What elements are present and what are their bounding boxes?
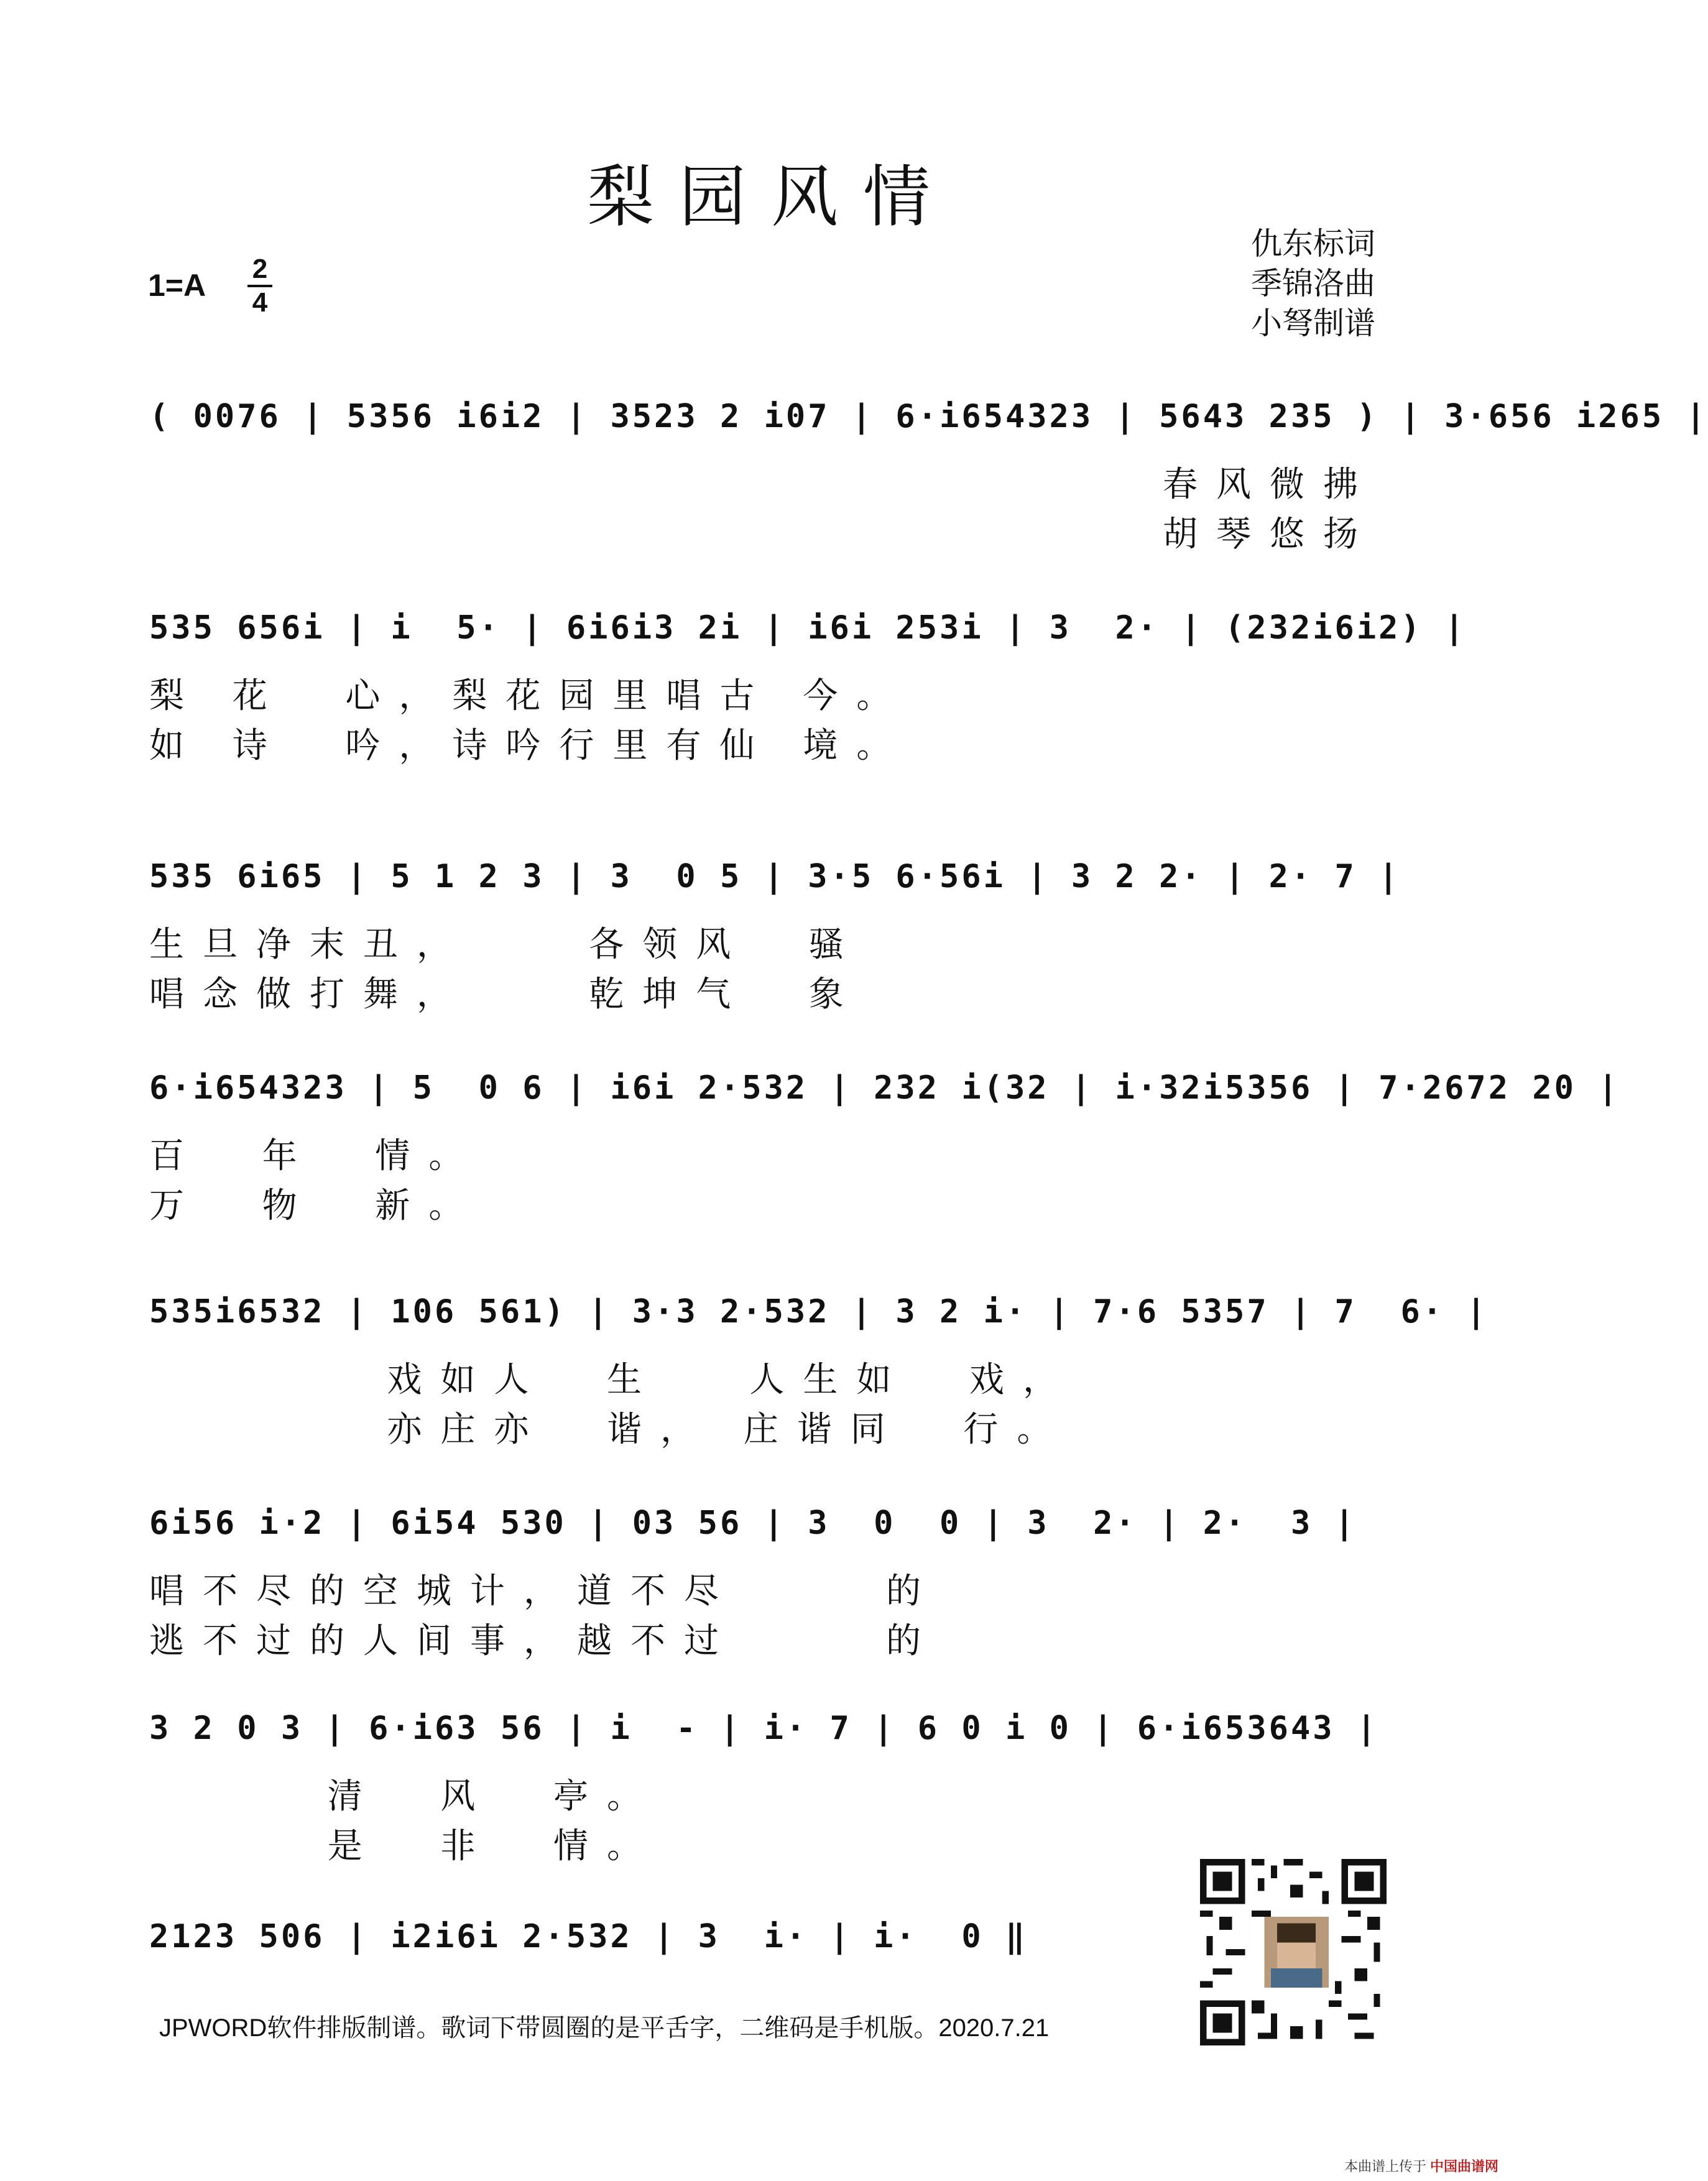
score-system-1 (149, 398, 1708, 555)
lyric-line-2: 如 诗 吟，诗吟行里有仙 境。 (149, 726, 910, 766)
score-system-8 (149, 1918, 1051, 1980)
score-system-6 (149, 1505, 1393, 1666)
notation-line: 3 2 0 3 | 6·i63 56 | i - | i· 7 | 6 0 i 0 | 6·i653643 | (149, 1710, 1379, 1747)
lyric-line-2: 是 非 情。 (149, 1826, 661, 1866)
credits (1251, 224, 1375, 343)
lyric-line-2: 万 物 新。 (149, 1186, 482, 1226)
key-signature: 1=A (148, 268, 206, 303)
score-system-4 (149, 1069, 1620, 1231)
qr-code-icon (1200, 1859, 1387, 2045)
page-title: 梨园风情 (586, 159, 955, 236)
notation-line: 535 6i65 | 5 1 2 3 | 3 0 5 | 3·5 6·56i | 3 2 2· | 2· 7 | (149, 858, 1401, 895)
lyric-line-1: 梨 花 心，梨花园里唱古 今。 (149, 676, 910, 716)
lyric-line-2: 逃不过的人间事，越不过 的 (149, 1621, 940, 1661)
notation-line: 6i56 i·2 | 6i54 530 | 03 56 | 3 0 0 | 3 2· | 2· 3 | (149, 1505, 1357, 1542)
source-brand: 中国曲谱网 (1429, 2159, 1498, 2174)
transcriber-credit: 小弩制谱 (1251, 305, 1375, 341)
score-system-7 (149, 1710, 1393, 1866)
lyric-line-1: 戏如人 生 人生如 戏， (149, 1360, 1077, 1400)
notation-line: 535 656i | i 5· | 6i6i3 2i | i6i 253i | 3 2· | (232i6i2) | (149, 609, 1467, 647)
lyric-line-1: 百 年 情。 (149, 1136, 482, 1176)
lyric-line-2: 胡琴悠扬 (1163, 514, 1377, 555)
lyric-line-1: 清 风 亭。 (149, 1776, 661, 1817)
time-signature-bottom: 4 (252, 287, 268, 318)
footer-note: JPWORD软件排版制谱。歌词下带圆圈的是平舌字，二维码是手机版。2020.7.21 (159, 2014, 1050, 2042)
lyric-line-2: 唱念做打舞， 乾坤气 象 (149, 974, 862, 1015)
time-signature (247, 255, 272, 317)
composer-credit: 季锦洛曲 (1251, 265, 1375, 302)
lyric-line-2: 亦庄亦 谐， 庄谐同 行。 (149, 1409, 1071, 1450)
notation-line: 6·i654323 | 5 0 6 | i6i 2·532 | 232 i(32 | i·32i5356 | 7·2672 20 | (149, 1069, 1620, 1107)
lyric-line-1: 生旦净末丑， 各领风 骚 (149, 925, 862, 965)
notation-line: 535i6532 | 106 561) | 3·3 2·532 | 3 2 i· | 7·6 5357 | 7 6· | (149, 1293, 1489, 1330)
lyric-line-1: 唱不尽的空城计，道不尽 的 (149, 1571, 940, 1612)
qr-code (1200, 1859, 1387, 2045)
source-watermark (1344, 2156, 1498, 2175)
lyricist-credit: 仇东标词 (1251, 226, 1375, 262)
score-system-2 (149, 609, 1467, 771)
notation-line: 2123 506 | i2i6i 2·532 | 3 i· | i· 0 ‖ (149, 1918, 1028, 1955)
time-signature-top: 2 (252, 254, 268, 284)
source-label: 本曲谱上传于 (1344, 2159, 1426, 2174)
lyric-line-1: 春风微拂 (1163, 464, 1377, 505)
notation-line: ( 0076 | 5356 i6i2 | 3523 2 i07 | 6·i654323 | 5643 235 ) | 3·656 i265 | (149, 398, 1708, 435)
score-system-3 (149, 858, 1401, 1020)
score-system-5 (149, 1293, 1489, 1455)
